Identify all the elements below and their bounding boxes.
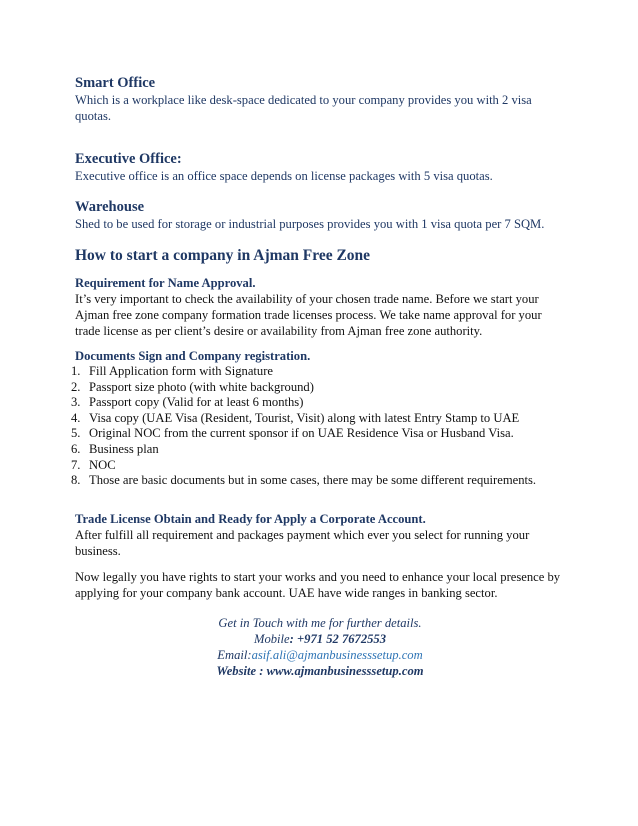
executive-office-text: Executive office is an office space depends on license packages with 5 visa quotas.	[75, 169, 493, 183]
documents-title: Documents Sign and Company registration.	[75, 349, 311, 363]
list-item: 4. Visa copy (UAE Visa (Resident, Tourist, Visit) along with latest Entry Stamp to UAE	[71, 410, 520, 425]
list-item: 3. Passport copy (Valid for at least 6 months)	[71, 395, 304, 410]
name-approval-title: Requirement for Name Approval.	[75, 276, 256, 290]
smart-office-title: Smart Office	[75, 75, 156, 91]
list-item: 2. Passport size photo (with white background)	[71, 379, 314, 394]
contact-block	[75, 615, 565, 679]
list-item: 1. Fill Application form with Signature	[71, 364, 273, 378]
list-item: 7. NOC	[71, 457, 116, 472]
contact-mobile: Mobile: +971 52 7672553	[253, 631, 387, 646]
how-to-title: How to start a company in Ajman Free Zone	[75, 247, 371, 264]
legal-text: Now legally you have rights to start your works and you need to enhance your local presence by applying for your company bank account. UAE have wide ranges in banking sector.	[75, 569, 561, 600]
list-item: 6. Business plan	[71, 441, 159, 456]
contact-email: Email:asif.ali@ajmanbusinesssetup.com	[217, 647, 423, 662]
trade-license-text: After fulfill all requirement and packages payment which ever you select for running your business.	[75, 527, 530, 558]
list-item: 8. Those are basic documents but in some cases, there may be some different requirements.	[71, 473, 537, 488]
documents-list	[71, 364, 565, 489]
contact-intro: Get in Touch with me for further details.	[218, 615, 422, 630]
warehouse-title: Warehouse	[75, 199, 145, 215]
warehouse-text: Shed to be used for storage or industrial purposes provides you with 1 visa quota per 7 SQM.	[75, 217, 545, 231]
list-item: 5. Original NOC from the current sponsor if on UAE Residence Visa or Husband Visa.	[71, 426, 514, 441]
name-approval-text: It’s very important to check the availability of your chosen trade name. Before we start your Ajman free zone company formation trade licenses process. We take name approval for your trade license as per client’s desire or availability from Ajman free zone authority.	[75, 292, 542, 338]
contact-website[interactable]: Website : www.ajmanbusinesssetup.com	[216, 663, 424, 678]
smart-office-text: Which is a workplace like desk-space dedicated to your company provides you with 2 visa quotas.	[75, 93, 532, 123]
executive-office-title: Executive Office:	[75, 151, 182, 167]
email-link[interactable]: asif.ali@ajmanbusinesssetup.com	[251, 647, 423, 662]
document-content	[71, 74, 565, 679]
trade-license-title: Trade License Obtain and Ready for Apply a Corporate Account.	[75, 511, 426, 526]
